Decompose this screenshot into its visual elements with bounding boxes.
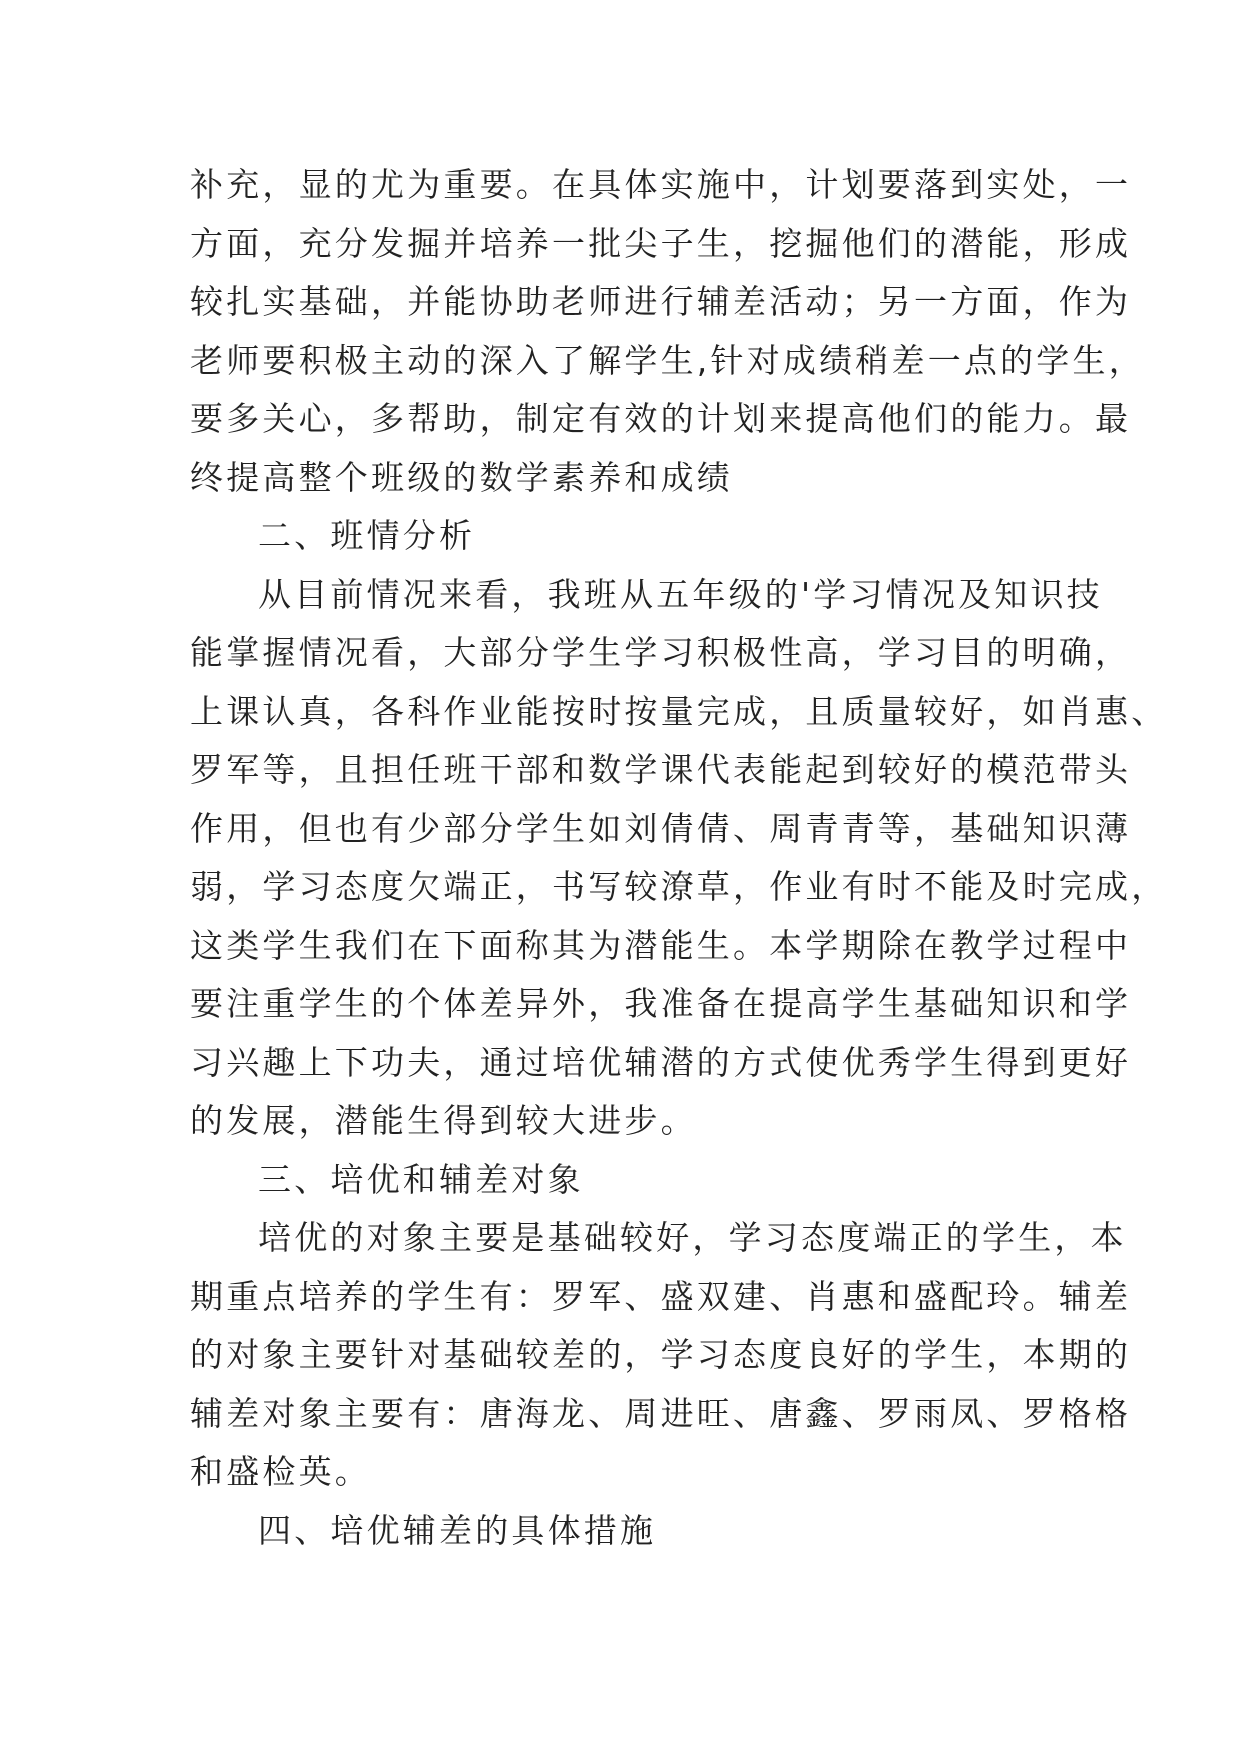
paragraph-line: 要注重学生的个体差异外，我准备在提高学生基础知识和学 [190,984,1132,1023]
section-heading-targets: 三、培优和辅差对象 [258,1159,584,1199]
paragraph-line: 终提高整个班级的数学素养和成绩 [190,457,733,497]
paragraph-line: 的发展，潜能生得到较大进步。 [190,1101,697,1140]
paragraph-line: 习兴趣上下功夫，通过培优辅潜的方式使优秀学生得到更好 [190,1042,1132,1082]
paragraph-line: 弱，学习态度欠端正，书写较潦草，作业有时不能及时完成， [190,867,1168,906]
paragraph-line: 能掌握情况看，大部分学生学习积极性高，学习目的明确， [190,633,1132,672]
paragraph-line: 罗军等，且担任班干部和数学课代表能起到较好的模范带头 [190,750,1132,789]
paragraph-line: 上课认真，各科作业能按时按量完成，且质量较好，如肖惠、 [190,691,1168,731]
paragraph-line: 培优的对象主要是基础较好，学习态度端正的学生，本 [258,1218,1127,1257]
section-heading-measures: 四、培优辅差的具体措施 [258,1510,657,1550]
paragraph-line: 方面，充分发掘并培养一批尖子生，挖掘他们的潜能，形成 [190,223,1132,263]
paragraph-line: 作用，但也有少部分学生如刘倩倩、周青青等，基础知识薄 [190,808,1132,848]
paragraph-line: 这类学生我们在下面称其为潜能生。本学期除在教学过程中 [190,925,1132,965]
paragraph-line: 辅差对象主要有：唐海龙、周进旺、唐鑫、罗雨凤、罗格格 [190,1393,1132,1433]
paragraph-line: 的对象主要针对基础较差的，学习态度良好的学生，本期的 [190,1335,1132,1374]
paragraph-line: 从目前情况来看，我班从五年级的'学习情况及知识技 [258,574,1103,614]
paragraph-line: 和盛检英。 [190,1452,371,1491]
paragraph-line: 期重点培养的学生有：罗军、盛双建、肖惠和盛配玲。辅差 [190,1276,1132,1316]
document-body [190,156,1168,1560]
paragraph-line: 较扎实基础，并能协助老师进行辅差活动；另一方面，作为 [190,282,1132,321]
paragraph-line: 老师要积极主动的深入了解学生,针对成绩稍差一点的学生， [190,340,1145,380]
paragraph-line: 补充，显的尤为重要。在具体实施中，计划要落到实处，一 [190,165,1132,204]
section-heading-class-analysis: 二、班情分析 [258,516,476,555]
paragraph-line: 要多关心，多帮助，制定有效的计划来提高他们的能力。最 [190,399,1132,438]
